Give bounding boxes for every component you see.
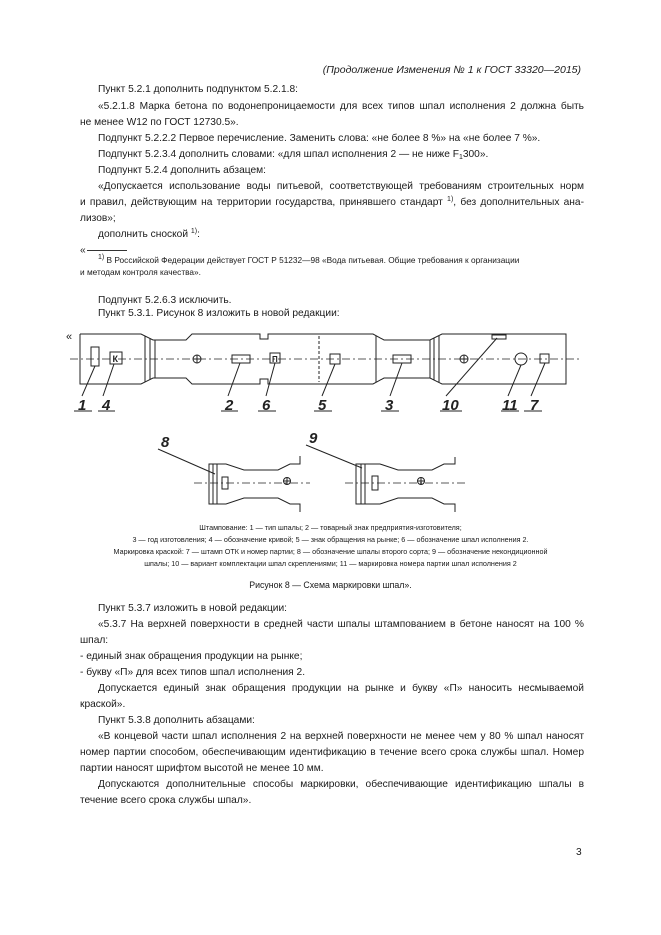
extra-line2: течение всего срока службы шпал». — [80, 795, 252, 806]
para-5-3-1: Пункт 5.3.1. Рисунок 8 изложить в новой редакции: — [98, 308, 340, 319]
callout-11: 11 — [502, 397, 518, 414]
callout-2: 2 — [225, 397, 234, 414]
para-5-3-8: Пункт 5.3.8 дополнить абзацами: — [98, 715, 255, 726]
water-line3: лизов»; — [80, 213, 116, 224]
para-5-2-1: Пункт 5.2.1 дополнить подпунктом 5.2.1.8: — [98, 84, 298, 95]
para-5-2-1-8-line2: не менее W12 по ГОСТ 12730.5». — [80, 117, 239, 128]
bullet-market-sign: - единый знак обращения продукции на рынке; — [80, 651, 303, 662]
footnote-line1: $^{1)}$ В Российской Федерации действует ГОСТ Р 51232—98 «Вода питьевая. Общие требования к организации — [98, 254, 520, 265]
figure-8-sleeper-marking — [0, 326, 661, 516]
callout-10: 10 — [442, 397, 459, 414]
callout-4: 4 — [102, 397, 111, 414]
callout-3: 3 — [385, 397, 394, 414]
add-footnote-line: дополнить сноской $^{1)}$: — [98, 228, 200, 240]
mark-10-fasteners — [492, 335, 506, 339]
end-line2: номер партии способом, обеспечивающим идентификацию в течение всего срока службы шпал. Номер — [80, 747, 584, 758]
bullet-letter-p: - букву «П» для всех типов шпал исполнения 2. — [80, 667, 306, 678]
figure-legend-line2: 3 — год изготовления; 4 — обозначение кривой; 5 — знак обращения на рынке; 6 — обозначение шпал исполнения 2. — [132, 535, 529, 544]
sleeper-end-substandard — [356, 457, 455, 512]
end-line3: партии наносят шрифтом высотой не менее 10 мм. — [80, 763, 324, 774]
footnote-open-quote: « — [80, 245, 86, 256]
mark-7-otk-stamp — [540, 354, 549, 363]
allow-line2: краской». — [80, 699, 126, 710]
mark-1-type — [91, 347, 99, 366]
callout-1: 1 — [78, 397, 87, 414]
footnote-line2: и методам контроля качества». — [80, 267, 201, 277]
para-5-2-1-8-line1: «5.2.1.8 Марка бетона по водонепроницаемости для всех типов шпал исполнения 2 должна быть — [98, 101, 584, 112]
mark-p-letter: П — [272, 355, 278, 364]
end-line1: «В концевой части шпал исполнения 2 на верхней поверхности не менее чем у 80 % шпал наносят — [98, 731, 584, 742]
callout-9: 9 — [309, 430, 318, 447]
para-5-2-4: Подпункт 5.2.4 дополнить абзацем: — [98, 165, 266, 176]
para-5-3-7: Пункт 5.3.7 изложить в новой редакции: — [98, 603, 288, 614]
figure-open-quote: « — [66, 331, 73, 343]
callout-8: 8 — [161, 434, 170, 451]
stamp-line1: «5.3.7 На верхней поверхности в средней части шпалы штампованием в бетоне наносят на 100 % — [98, 619, 584, 630]
para-5-2-2-2: Подпункт 5.2.2.2 Первое перечисление. Заменить слова: «не более 8 %» на «не более 7 %». — [98, 133, 541, 144]
callout-7: 7 — [530, 397, 539, 414]
stamp-line2: шпал: — [80, 635, 109, 646]
page-number: 3 — [576, 847, 582, 858]
allow-line1: Допускается единый знак обращения продукции на рынке и букву «П» наносить несмываемой — [98, 683, 584, 694]
para-5-2-6-3: Подпункт 5.2.6.3 исключить. — [98, 295, 232, 306]
running-header: (Продолжение Изменения № 1 к ГОСТ 33320—2015) — [322, 64, 581, 76]
water-line2: и правил, действующим на территории государства, принявшего стандарт $^{1)}$, без дополнительных ана- — [80, 196, 584, 208]
figure-legend-line1: Штампование: 1 — тип шпалы; 2 — товарный знак предприятия-изготовителя; — [199, 523, 462, 532]
extra-line1: Допускаются дополнительные способы маркировки, обеспечивающие идентификацию шпалы в — [98, 779, 584, 790]
mark-k-letter: К — [112, 354, 118, 364]
figure-legend-line3: Маркировка краской: 7 — штамп ОТК и номер партии; 8 — обозначение шпалы второго сорта; 9 — обозначение некондиционной — [113, 547, 548, 556]
figure-legend-line4: шпалы; 10 — вариант комплектации шпал скреплениями; 11 — маркировка номера партии шпал исполнения 2 — [144, 559, 517, 568]
water-line1: «Допускается использование воды питьевой, соответствующей требованиям строительных норм — [98, 181, 584, 192]
callout-6: 6 — [262, 397, 271, 414]
callout-5: 5 — [318, 397, 327, 414]
footnote-rule — [87, 250, 127, 251]
para-5-2-3-4: Подпункт 5.2.3.4 дополнить словами: «для шпал исполнения 2 — не ниже $F_1300$». — [98, 149, 489, 161]
figure-caption: Рисунок 8 — Схема маркировки шпал». — [249, 580, 412, 590]
